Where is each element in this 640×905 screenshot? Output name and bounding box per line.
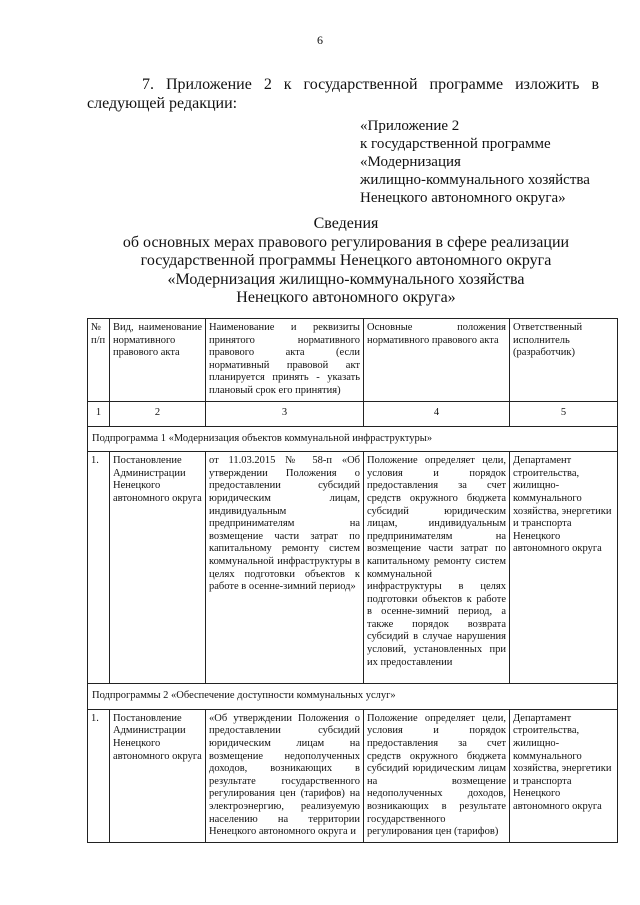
table-header-row (88, 319, 618, 402)
annex-line: «Приложение 2 (360, 118, 460, 134)
table-row (88, 452, 618, 684)
row-name: «Об утверждении Положения о предоставлении субсидий юридическим лицам на возмещение недополученных доходов, возникающих в результате государственного регулирования цен (тарифов) на электроэнергию, реализуемую населению на территории Ненецкого автономного округа и (206, 709, 364, 842)
annex-line: «Модернизация (360, 154, 461, 170)
subprogram-row (88, 426, 618, 452)
subprogram-2-title: Подпрограммы 2 «Обеспечение доступности коммунальных услуг» (88, 684, 618, 710)
column-number: 5 (510, 401, 618, 426)
column-numbers-row (88, 401, 618, 426)
annex-line: Ненецкого автономного округа» (360, 190, 566, 206)
row-num: 1. (88, 452, 110, 684)
row-num: 1. (88, 709, 110, 842)
header-name: Наименование и реквизиты принятого нормативного правового акта (если нормативный правовой акт планируется принять - указать плановый срок его принятия) (206, 319, 364, 402)
subprogram-1-title: Подпрограмма 1 «Модернизация объектов коммунальной инфраструктуры» (88, 426, 618, 452)
row-provisions: Положение определяет цели, условия и порядок предоставления за счет средств окружного бюджета субсидий юридическим лицам, индивидуальным предпринимателям на возмещение части затрат по капитальному ремонту систем коммунальной инфраструктуры в целях подготовки объектов к работе в осенне-зимний период, а также порядок возврата субсидий в случае нарушения условий, установленных при их предоставлении (364, 452, 510, 684)
annex-line: жилищно-коммунального хозяйства (360, 172, 590, 188)
header-executor: Ответственный исполнитель (разработчик) (510, 319, 618, 402)
annex-line: к государственной программе (360, 136, 551, 152)
heading-title: Сведения (313, 215, 379, 232)
heading-line: об основных мерах правового регулирования в сфере реализации (122, 233, 570, 251)
row-kind: Постановление Администрации Ненецкого автономного округа (110, 452, 206, 684)
header-provisions: Основные положения нормативного правового акта (364, 319, 510, 402)
row-executor: Департамент строительства, жилищно-коммунального хозяйства, энергетики и транспорта Ненецкого автономного округа (510, 709, 618, 842)
regulation-table (87, 318, 618, 843)
heading-line: «Модернизация жилищно-коммунального хозяйства (167, 270, 525, 288)
column-number: 1 (88, 401, 110, 426)
table-row (88, 709, 618, 842)
annex-block (360, 117, 630, 207)
intro-paragraph: 7. Приложение 2 к государственной программе изложить в следующей редакции: (87, 76, 599, 112)
column-number: 2 (110, 401, 206, 426)
page-number: 6 (317, 33, 323, 47)
column-number: 4 (364, 401, 510, 426)
row-executor: Департамент строительства, жилищно-коммунального хозяйства, энергетики и транспорта Ненецкого автономного округа (510, 452, 618, 684)
heading-line: Ненецкого автономного округа» (236, 289, 456, 306)
row-kind: Постановление Администрации Ненецкого автономного округа (110, 709, 206, 842)
header-kind: Вид, наименование нормативного правового акта (110, 319, 206, 402)
row-name: от 11.03.2015 № 58-п «Об утверждении Положения о предоставлении субсидий юридическим лицам, индивидуальным предпринимателям на возмещение части затрат по капитальному ремонту систем коммунальной инфраструктуры в целях подготовки объектов к работе в осенне-зимний период» (206, 452, 364, 684)
subprogram-row (88, 684, 618, 710)
row-provisions: Положение определяет цели, условия и порядок предоставления за счет средств окружного бюджета субсидий юридическим лицам на возмещение недополученных доходов, возникающих в результате государственного регулирования цен (тарифов) (364, 709, 510, 842)
document-heading (87, 215, 605, 308)
column-number: 3 (206, 401, 364, 426)
heading-line: государственной программы Ненецкого автономного округа (140, 252, 552, 269)
header-num: № п/п (88, 319, 110, 402)
